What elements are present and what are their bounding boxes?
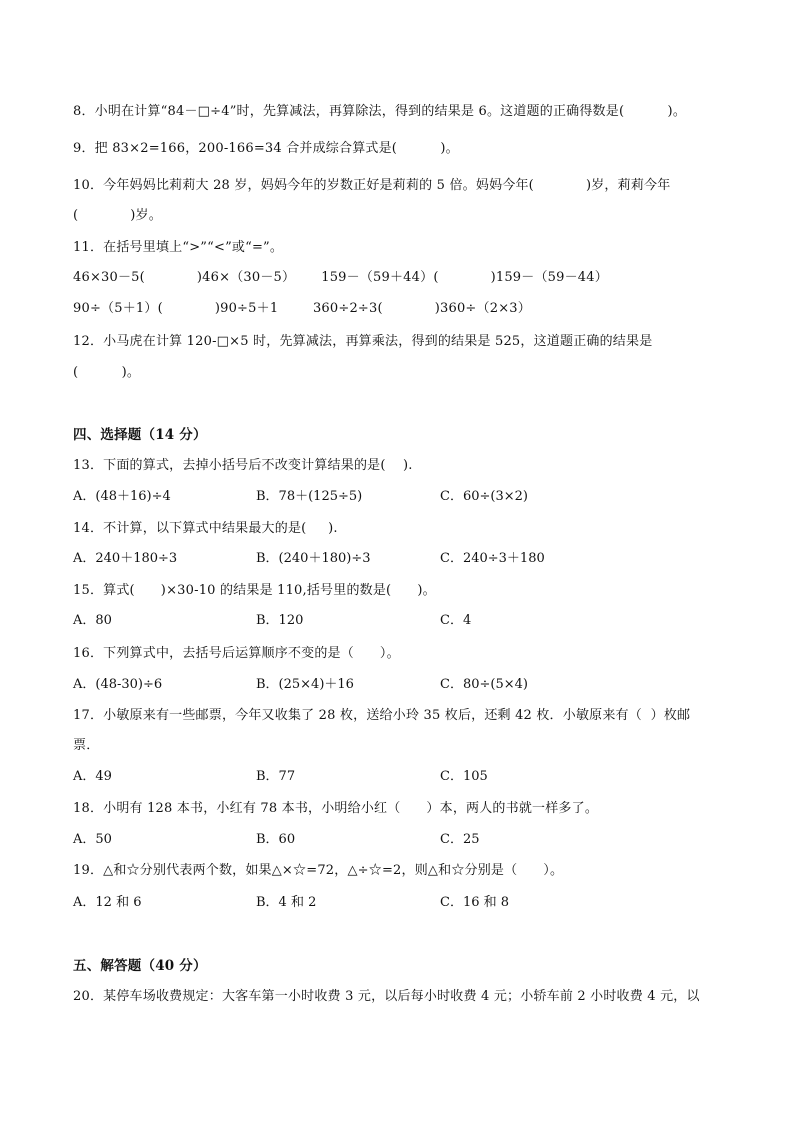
option-a: A．50: [73, 832, 112, 847]
question-9: 9．把 83×2=166，200-166=34 合并成综合算式是( )。: [73, 141, 459, 156]
option-a: A．12 和 6: [73, 895, 142, 910]
option-c: C．80÷(5×4): [440, 677, 528, 692]
option-b: B．(25×4)＋16: [256, 677, 354, 692]
option-c: C．4: [440, 613, 472, 628]
question-8: 8．小明在计算“84－□÷4”时，先算减法，再算除法，得到的结果是 6。这道题的正确得数是( )。: [73, 104, 687, 119]
option-b: B．77: [256, 769, 296, 784]
option-b: B．4 和 2: [256, 895, 317, 910]
section-4-heading: 四、选择题（14 分）: [73, 427, 207, 443]
question-14: 14．不计算，以下算式中结果最大的是( ).: [73, 521, 338, 536]
question-11-row1: 46×30－5( )46×（30－5） 159－（59＋44）( )159－（59－44）: [73, 270, 608, 285]
section-5-heading: 五、解答题（40 分）: [73, 958, 207, 974]
option-c: C．25: [440, 832, 480, 847]
question-17-cont: 票．: [73, 738, 100, 753]
option-a: A．80: [73, 613, 112, 628]
question-11-row2: 90÷（5＋1）( )90÷5＋1 360÷2÷3( )360÷（2×3）: [73, 301, 531, 316]
option-a: A．(48-30)÷6: [73, 677, 163, 692]
option-c: C．105: [440, 769, 488, 784]
option-b: B．60: [256, 832, 296, 847]
option-b: B．78＋(125÷5): [256, 489, 363, 504]
question-10-cont: ( )岁。: [73, 208, 162, 223]
question-10: 10．今年妈妈比莉莉大 28 岁，妈妈今年的岁数正好是莉莉的 5 倍。妈妈今年( )岁，莉莉今年: [73, 178, 671, 193]
question-18: 18．小明有 128 本书，小红有 78 本书，小明给小红（ ）本，两人的书就一样多了。: [73, 801, 599, 816]
question-11: 11．在括号里填上“>”“<”或“=”。: [73, 240, 284, 255]
question-12-cont: ( )。: [73, 365, 141, 380]
option-b: B．(240＋180)÷3: [256, 551, 371, 566]
option-a: A．(48＋16)÷4: [73, 489, 171, 504]
option-c: C．240÷3＋180: [440, 551, 545, 566]
question-13: 13．下面的算式，去掉小括号后不改变计算结果的是( ).: [73, 458, 413, 473]
question-17: 17．小敏原来有一些邮票，今年又收集了 28 枚，送给小玲 35 枚后，还剩 42 枚．小敏原来有（ ）枚邮: [73, 708, 691, 723]
question-16: 16．下列算式中，去括号后运算顺序不变的是（ ）。: [73, 646, 400, 661]
question-12: 12．小马虎在计算 120-□×5 时，先算减法，再算乘法，得到的结果是 525，这道题正确的结果是: [73, 334, 653, 349]
option-c: C．60÷(3×2): [440, 489, 528, 504]
question-20: 20．某停车场收费规定：大客车第一小时收费 3 元，以后每小时收费 4 元；小轿车前 2 小时收费 4 元，以: [73, 989, 700, 1004]
option-c: C．16 和 8: [440, 895, 510, 910]
option-a: A．240＋180÷3: [73, 551, 178, 566]
option-a: A．49: [73, 769, 112, 784]
option-b: B．120: [256, 613, 304, 628]
question-19: 19．△和☆分别代表两个数，如果△×☆=72，△÷☆=2，则△和☆分别是（ ）。: [73, 863, 564, 878]
question-15: 15．算式( )×30-10 的结果是 110,括号里的数是( )。: [73, 583, 436, 598]
